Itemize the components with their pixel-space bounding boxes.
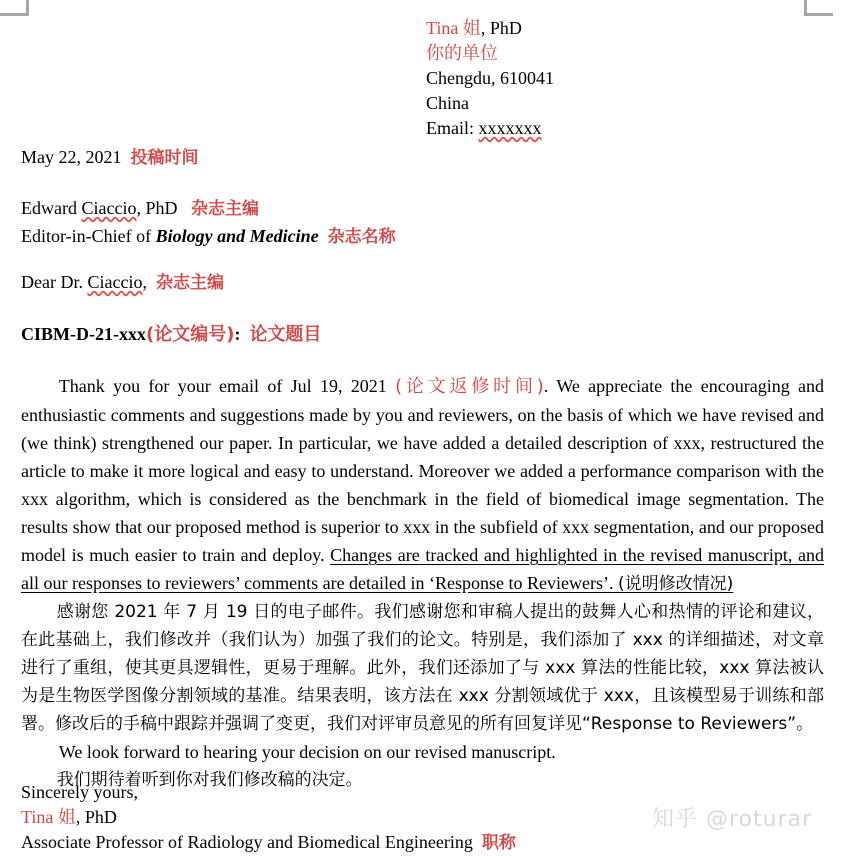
editor-role-line xyxy=(21,223,396,251)
manuscript-separator: : xyxy=(234,324,241,344)
manuscript-title-annotation: 论文题目 xyxy=(249,324,322,345)
letter-body xyxy=(21,372,824,794)
editor-address-block xyxy=(21,195,396,251)
signature-title-line xyxy=(21,830,516,856)
salutation-name: Ciaccio xyxy=(87,272,143,292)
paragraph-english-closing: We look forward to hearing your decision on our revised manuscript. xyxy=(58,742,556,762)
signature-title-annotation: 职称 xyxy=(481,833,516,853)
editor-name-last: Ciaccio xyxy=(81,198,137,218)
para1-part2: . We appreciate the encouraging and enthusiastic comments and suggestions made by you and reviewers, on the basis of which we have revised and (we think) strengthened our paper. In particular, we have added a detailed description of xxx, restructured the article to make it more logical and easy to understand. Moreover we added a performance comparison with the xxx algorithm, which is considered as the benchmark in the field of biomedical image segmentation. The results show that our proposed method is superior to xxx in the subfield of xxx segmentation, and our proposed model is much easier to train and deploy. xyxy=(21,376,824,565)
date-value: May 22, 2021 xyxy=(21,147,122,167)
para1-underlined-annotation: (说明修改情况) xyxy=(617,574,734,594)
paragraph-chinese-closing: 我们期待着听到你对我们修改稿的决定。 xyxy=(56,770,363,790)
sender-name-latin: Tina xyxy=(426,18,463,38)
page-margin-corner-top-right xyxy=(804,0,833,16)
salutation-annotation: 杂志主编 xyxy=(155,273,224,293)
salutation-comma: , xyxy=(142,272,147,292)
manuscript-id: CIBM-D-21-xxx xyxy=(21,324,146,344)
sender-email-label: Email: xyxy=(426,118,479,138)
signature-title: Associate Professor of Radiology and Biomedical Engineering xyxy=(21,832,473,852)
sender-address-block xyxy=(426,16,554,141)
signature-block xyxy=(21,780,516,856)
editor-role-prefix: Editor-in-Chief of xyxy=(21,226,156,246)
editor-name-annotation: 杂志主编 xyxy=(190,199,259,219)
signature-name-cn: 姐 xyxy=(57,807,76,828)
sender-name-suffix: , PhD xyxy=(480,18,522,38)
sender-name-line xyxy=(426,16,554,41)
sign-off-line: Sincerely yours, xyxy=(21,782,138,802)
signature-name-line xyxy=(21,805,516,830)
editor-name-line xyxy=(21,195,396,223)
editor-name-suffix: , PhD xyxy=(136,198,178,218)
date-annotation: 投稿时间 xyxy=(130,148,199,168)
para1-part1: Thank you for your email of Jul 19, 2021 xyxy=(58,376,396,396)
sender-country: China xyxy=(426,93,469,113)
sender-name-cn: 姐 xyxy=(462,18,481,39)
zhihu-watermark: 知乎 @roturar xyxy=(652,807,813,832)
editor-name-first: Edward xyxy=(21,198,82,218)
journal-name: Biology and Medicine xyxy=(155,226,319,246)
signature-name-latin: Tina xyxy=(21,807,58,827)
para1-underlined-text: Changes are tracked and highlighted in the revised manuscript, and all our responses to reviewers’ comments are detailed in ‘Response to Reviewers’. xyxy=(21,545,824,593)
sender-city-postcode: Chengdu, 610041 xyxy=(426,68,554,88)
sender-organization: 你的单位 xyxy=(426,43,498,64)
paragraph-english-main xyxy=(21,372,824,598)
salutation-prefix: Dear Dr. xyxy=(21,272,88,292)
sender-email-value: xxxxxxx xyxy=(478,118,542,138)
signature-name-suffix: , PhD xyxy=(75,807,117,827)
manuscript-title-line xyxy=(21,322,321,347)
salutation-line xyxy=(21,270,224,295)
sender-email-line xyxy=(426,116,554,141)
manuscript-id-annotation: (论文编号) xyxy=(145,324,235,345)
paragraph-chinese-main: 感谢您 2021 年 7 月 19 日的电子邮件。我们感谢您和审稿人提出的鼓舞人心和热情的评论和建议，在此基础上，我们修改并（我们认为）加强了我们的论文。特别是，我们添加了 xxx 的详细描述，对文章进行了重组，使其更具逻辑性，更易于理解。此外，我们还添加了与 xxx 算法的性能比较，xxx 算法被认为是生物医学图像分割领域的基准。结果表明，该方法在 xxx 分割领域优于 xxx，且该模型易于训练和部署。修改后的手稿中跟踪并强调了变更，我们对评审员意见的所有回复详见“Response to Reviewers”。 xyxy=(21,602,824,734)
para1-date-annotation: (论文返修时间) xyxy=(395,376,544,397)
journal-annotation: 杂志名称 xyxy=(327,227,396,247)
page-margin-corner-top-left xyxy=(0,0,29,16)
date-line xyxy=(21,145,199,170)
